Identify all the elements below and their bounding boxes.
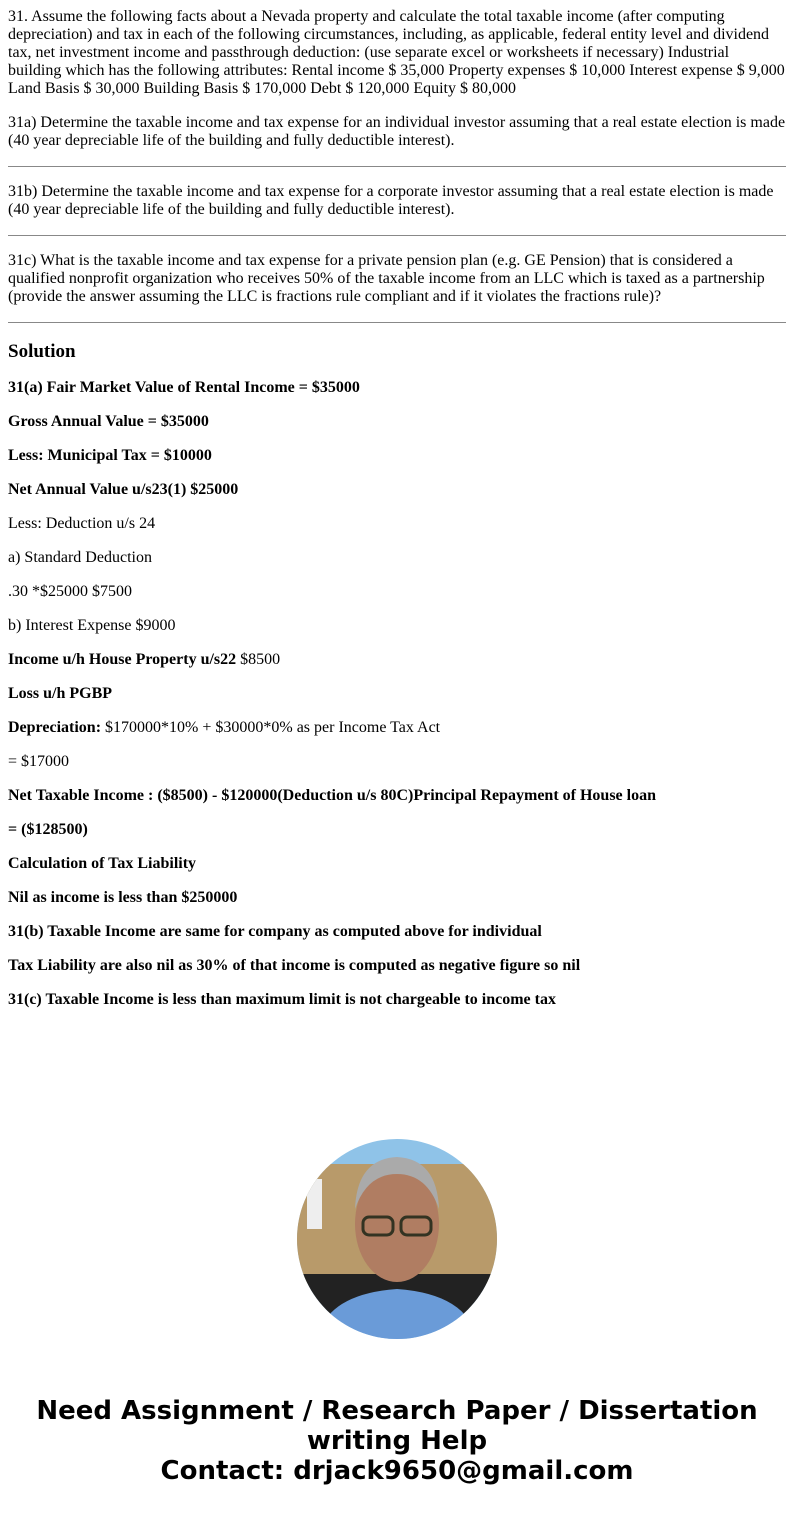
solution-line-text: b) Interest Expense $9000	[8, 617, 176, 634]
solution-line	[8, 447, 786, 465]
solution-line-bold: = ($128500)	[8, 821, 88, 838]
solution-line-bold: Net Taxable Income : ($8500) - $120000(Deduction u/s 80C)Principal Repayment of House loan	[8, 787, 656, 804]
solution-line	[8, 515, 786, 533]
solution-line	[8, 719, 786, 737]
question-part-a: 31a) Determine the taxable income and tax expense for an individual investor assuming that a real estate election is made (40 year depreciable life of the building and fully deductible interest).	[8, 114, 786, 149]
divider	[8, 322, 786, 323]
solution-line-bold: Loss u/h PGBP	[8, 685, 113, 702]
solution-line	[8, 379, 786, 397]
solution-body	[8, 379, 786, 1009]
solution-line	[8, 583, 786, 601]
footer-tagline: Need Assignment / Research Paper / Dissertation writing Help	[36, 1396, 758, 1456]
solution-line	[8, 855, 786, 873]
solution-line-bold: Calculation of Tax Liability	[8, 855, 197, 872]
question-part-c: 31c) What is the taxable income and tax expense for a private pension plan (e.g. GE Pension) that is considered a qualified nonprofit organization who receives 50% of the taxable income from an LLC which is taxed as a partnership (provide the answer assuming the LLC is fractions rule compliant and if it violates the fractions rule)?	[8, 252, 765, 305]
solution-line	[8, 651, 786, 669]
solution-line-text: .30 *$25000 $7500	[8, 583, 132, 600]
divider	[8, 235, 786, 236]
divider	[8, 166, 786, 167]
solution-line	[8, 685, 786, 703]
solution-line-bold: Nil as income is less than $250000	[8, 889, 238, 906]
solution-line-bold: 31(c) Taxable Income is less than maximum limit is not chargeable to income tax	[8, 991, 556, 1008]
solution-line-text: = $17000	[8, 753, 70, 770]
solution-line-text: Less: Deduction u/s 24	[8, 515, 156, 532]
footer-contact: Contact: drjack9650@gmail.com	[160, 1456, 634, 1486]
solution-line	[8, 753, 786, 771]
contact-footer	[8, 1396, 786, 1486]
solution-line	[8, 617, 786, 635]
solution-line-bold: Depreciation:	[8, 719, 102, 736]
solution-line	[8, 889, 786, 907]
solution-line-bold: Income u/h House Property u/s22	[8, 651, 237, 668]
solution-line	[8, 991, 786, 1009]
solution-line	[8, 923, 786, 941]
solution-line	[8, 549, 786, 567]
solution-line-bold: Tax Liability are also nil as 30% of that income is computed as negative figure so nil	[8, 957, 581, 974]
author-avatar	[297, 1139, 497, 1339]
solution-line	[8, 957, 786, 975]
solution-line-bold: 31(b) Taxable Income are same for company as computed above for individual	[8, 923, 542, 940]
solution-line-text: a) Standard Deduction	[8, 549, 152, 566]
solution-heading: Solution	[8, 341, 76, 362]
solution-line-bold: Less: Municipal Tax = $10000	[8, 447, 212, 464]
solution-line	[8, 413, 786, 431]
solution-line-bold: Gross Annual Value = $35000	[8, 413, 209, 430]
solution-line-text: $8500	[236, 651, 281, 668]
solution-line	[8, 787, 786, 805]
solution-line-bold: Net Annual Value u/s23(1) $25000	[8, 481, 239, 498]
solution-line	[8, 821, 786, 839]
question-intro: 31. Assume the following facts about a Nevada property and calculate the total taxable income (after computing depreciation) and tax in each of the following circumstances, including, as applicable, federal entity level and dividend tax, net investment income and passthrough deduction: (use separate excel or worksheets if necessary) Industrial building which has the following attributes: Rental income $ 35,000 Property expenses $ 10,000 Interest expense $ 9,000 Land Basis $ 30,000 Building Basis $ 170,000 Debt $ 120,000 Equity $ 80,000	[8, 8, 785, 97]
solution-line	[8, 481, 786, 499]
solution-line-text: $170000*10% + $30000*0% as per Income Tax Act	[101, 719, 441, 736]
solution-line-bold: 31(a) Fair Market Value of Rental Income = $35000	[8, 379, 360, 396]
question-part-b: 31b) Determine the taxable income and tax expense for a corporate investor assuming that a real estate election is made (40 year depreciable life of the building and fully deductible interest).	[8, 183, 774, 218]
